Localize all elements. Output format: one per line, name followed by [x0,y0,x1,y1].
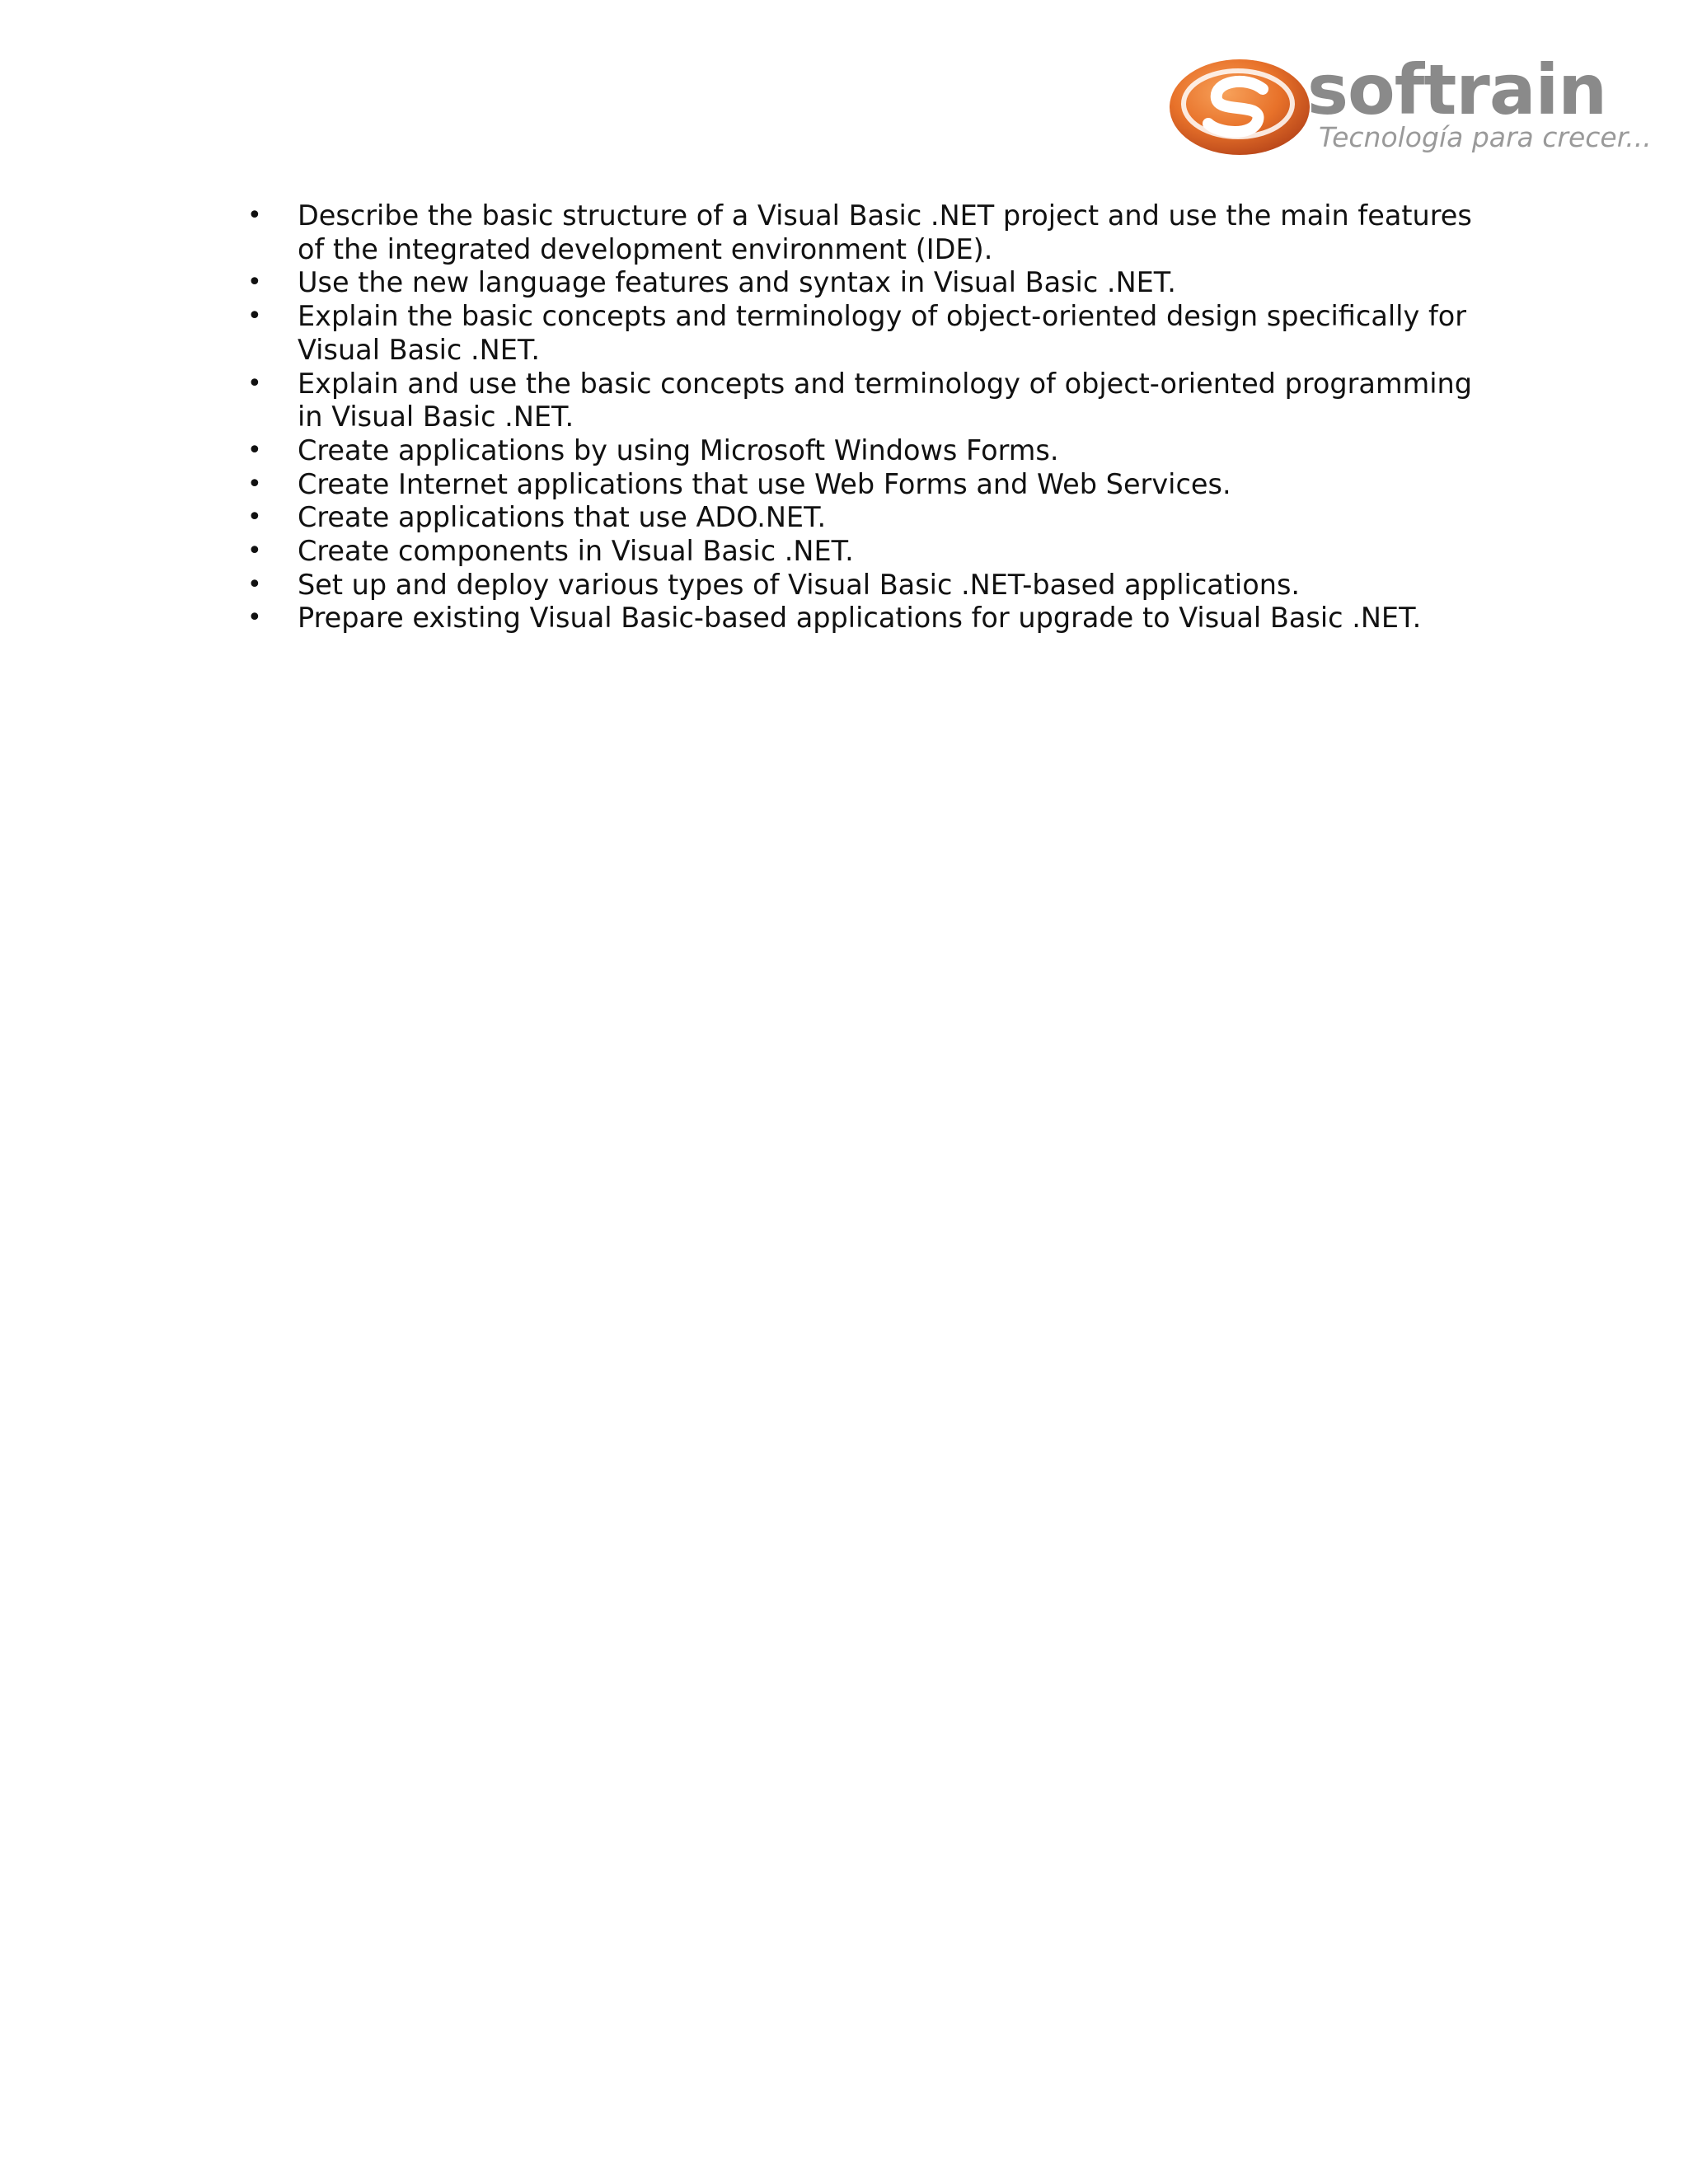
softrain-logo-graphic [1165,54,1660,162]
list-item [243,602,1504,635]
list-item [243,501,1504,535]
list-item-text: Explain the basic concepts and terminology of object-oriented design specifically for Visual Basic .NET. [298,300,1467,366]
bullet-icon: • [247,302,262,331]
logo-wordmark: softrain [1307,54,1607,130]
bullet-icon: • [247,569,262,599]
bullet-icon: • [247,268,262,298]
bullet-icon: • [247,603,262,633]
bullet-icon: • [247,503,262,532]
list-item [243,434,1504,468]
list-item-text: Use the new language features and syntax in Visual Basic .NET. [298,266,1176,299]
bullet-icon: • [247,537,262,566]
list-item [243,569,1504,602]
course-objectives-list [243,199,1504,635]
bullet-icon: • [247,368,262,398]
list-item-text: Create applications that use ADO.NET. [298,501,827,534]
list-item [243,468,1504,502]
list-item-text: Describe the basic structure of a Visual Basic .NET project and use the main features of the integrated development environment (IDE). [298,199,1472,265]
list-item-text: Create Internet applications that use Web Forms and Web Services. [298,467,1231,500]
softrain-logo [1165,54,1660,162]
list-item [243,300,1504,367]
list-item-text: Create components in Visual Basic .NET. [298,535,854,568]
bullet-icon: • [247,469,262,499]
list-item-text: Set up and deploy various types of Visual Basic .NET-based applications. [298,568,1301,601]
list-item-text: Create applications by using Microsoft Windows Forms. [298,434,1059,466]
logo-tagline: Tecnología para crecer... [1319,121,1652,153]
list-item [243,535,1504,569]
list-item-text: Prepare existing Visual Basic-based applications for upgrade to Visual Basic .NET. [298,602,1422,635]
list-item [243,199,1504,266]
bullet-icon: • [247,435,262,465]
list-item [243,368,1504,434]
list-item [243,266,1504,300]
list-item-text: Explain and use the basic concepts and terminology of object-oriented programming in Visual Basic .NET. [298,367,1473,434]
bullet-icon: • [247,201,262,230]
